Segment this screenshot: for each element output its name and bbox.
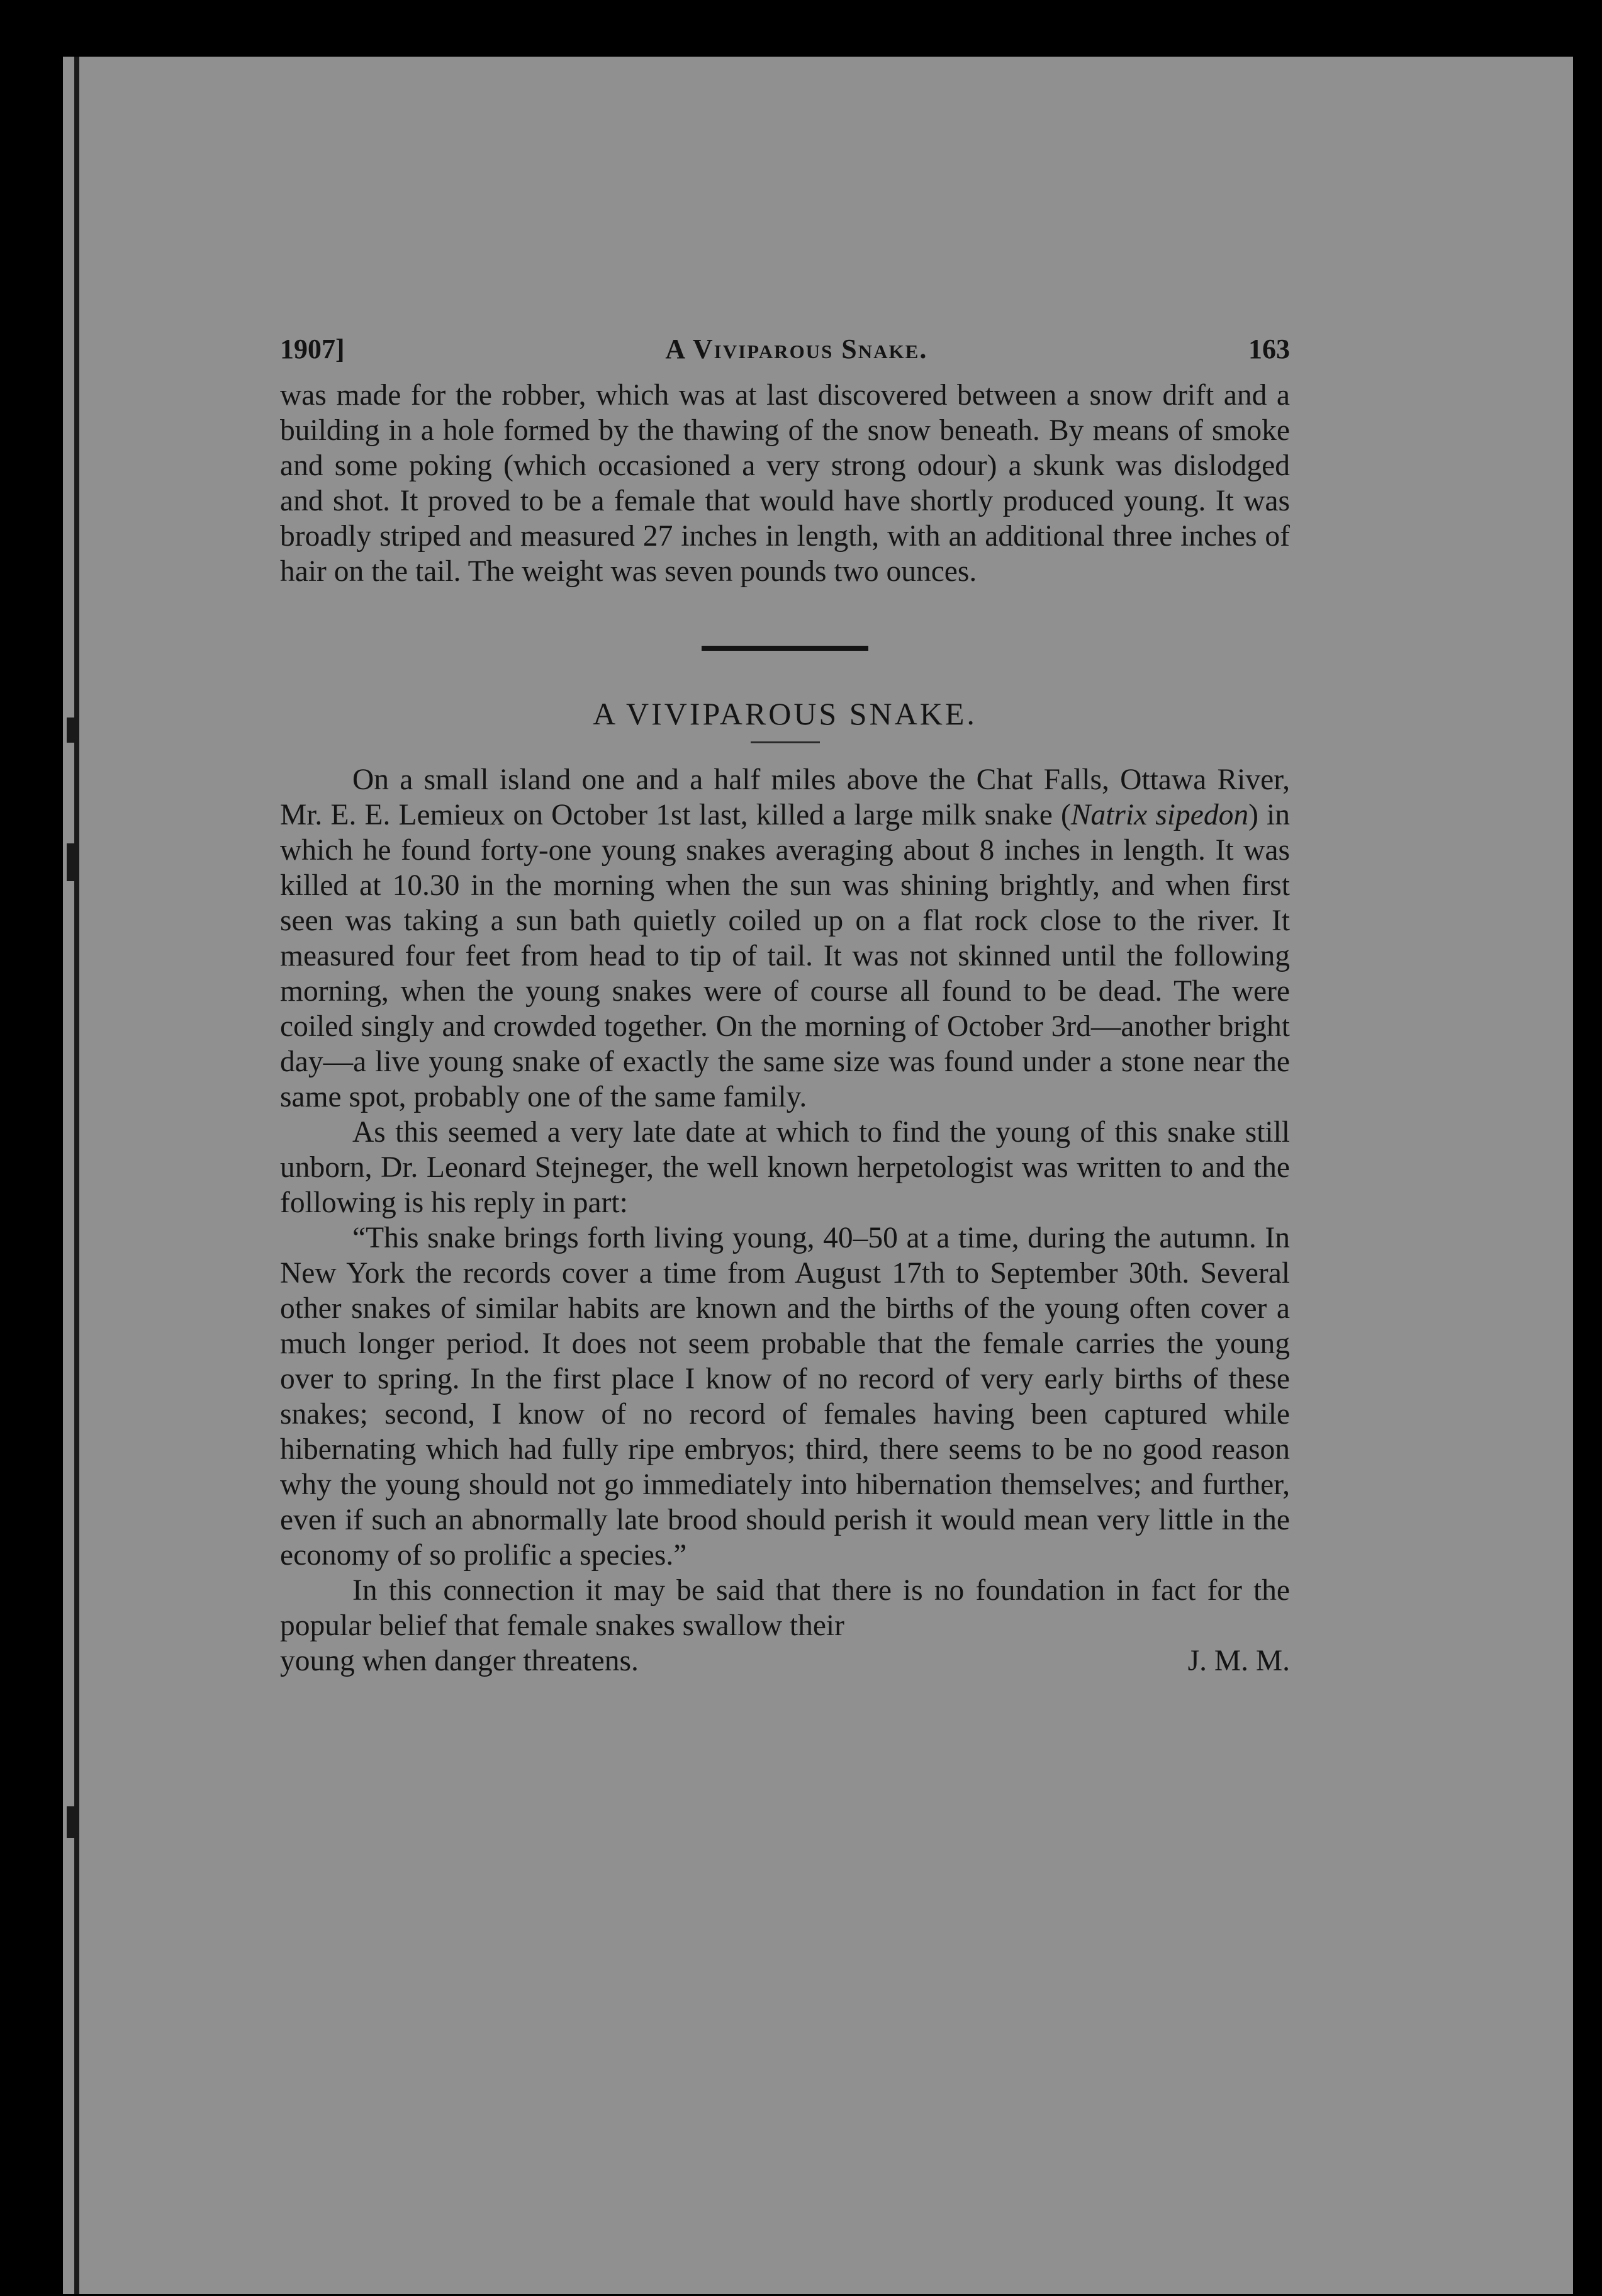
article-paragraph-1 xyxy=(280,762,1290,1115)
author-signature: J. M. M. xyxy=(1187,1645,1290,1677)
section-divider xyxy=(702,646,868,651)
article-title: A VIVIPAROUS SNAKE. xyxy=(593,696,977,731)
p1-text-a: On a small island one and a half miles above the Chat Falls, Ottawa River, Mr. E. E. Lemieux on October 1st last, killed a large milk snake ( xyxy=(280,763,1290,831)
header-title: A Viviparous Snake. xyxy=(665,334,928,364)
binding-edge xyxy=(74,57,79,2294)
article-paragraph-2: As this seemed a very late date at which to find the young of this snake still unborn, Dr. Leonard Stejneger, the well known herpetologist was written to and the following is his reply in part: xyxy=(280,1116,1290,1219)
title-underline xyxy=(751,741,820,743)
continuation-paragraph: was made for the robber, which was at last discovered between a snow drift and a building in a hole formed by the thawing of the snow beneath. By means of smoke and some poking (which occasioned a very strong odour) a skunk was dislodged and shot. It proved to be a female that would have shortly produced young. It was broadly striped and measured 27 inches in length, with an additional three inches of hair on the tail. The weight was seven pounds two ounces. xyxy=(280,379,1290,588)
header-year: 1907] xyxy=(280,334,345,364)
header-page-number: 163 xyxy=(1248,334,1290,364)
article-paragraph-4: In this connection it may be said that there is no foundation in fact for the popular belief that female snakes swallow their xyxy=(280,1574,1290,1642)
quoted-reply: “This snake brings forth living young, 40–50 at a time, during the autumn. In New York the records cover a time from August 17th to September 30th. Several other snakes of similar habits are known and the births of the young often cover a much longer period. It does not seem probable that the female carries the young over to spring. In the first place I know of no record of very early births of these snakes; second, I know of no record of females having been captured while hibernating which had fully ripe embryos; third, there seems to be no good reason why the young should not go immediately into hibernation themselves; and further, even if such an abnormally late brood should perish it would mean very little in the economy of so prolific a species.” xyxy=(280,1222,1290,1572)
page-content xyxy=(280,327,1290,1679)
species-name: Natrix sipedon xyxy=(1070,799,1249,831)
running-header xyxy=(280,327,1290,371)
article-paragraph-4-end: young when danger threatens. xyxy=(280,1645,639,1677)
p1-text-b: ) in which he found forty-one young snakes averaging about 8 inches in length. It was killed at 10.30 in the morning when the sun was shining brightly, and when first seen was taking a sun bath quietly coiled up on a flat rock close to the river. It measured four feet from head to tip of tail. It was not skinned until the following morning, when the young snakes were of course all found to be dead. The were coiled singly and crowded together. On the morning of October 3rd—another bright day—a live young snake of exactly the same size was found under a stone near the same spot, probably one of the same family. xyxy=(280,799,1290,1113)
page-right-edge xyxy=(1573,57,1583,2294)
closing-line xyxy=(280,1643,1290,1679)
edge-mark xyxy=(67,718,74,743)
edge-mark xyxy=(67,1806,74,1838)
edge-mark xyxy=(67,843,74,881)
